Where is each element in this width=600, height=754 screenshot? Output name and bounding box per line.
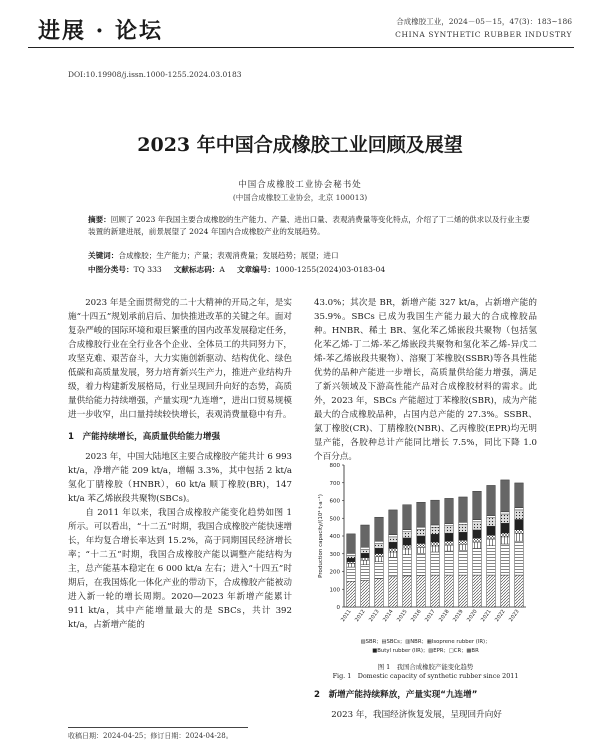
bar-segment-iir-2022 bbox=[501, 523, 510, 533]
bar-segment-iir-2021 bbox=[487, 526, 496, 535]
journal-english-name: CHINA SYNTHETIC RUBBER INDUSTRY bbox=[395, 30, 572, 39]
classification-line bbox=[88, 264, 532, 276]
bar-segment-sbr-2019 bbox=[459, 575, 468, 607]
bar-segment-br-2011 bbox=[347, 534, 356, 554]
bar-segment-cr-2016 bbox=[417, 527, 426, 529]
bar-segment-iir-2015 bbox=[403, 538, 412, 545]
bar-segment-sbcs-2023 bbox=[515, 541, 524, 575]
bar-segment-sbr-2023 bbox=[515, 575, 524, 607]
bar-segment-ir-2014 bbox=[389, 548, 398, 552]
section-mark: 进展 · 论坛 bbox=[38, 18, 163, 44]
bar-segment-ir-2018 bbox=[445, 541, 454, 545]
bar-segment-epr-2022 bbox=[501, 514, 510, 523]
bar-segment-epr-2013 bbox=[375, 543, 384, 548]
bar-segment-epr-2011 bbox=[347, 556, 356, 559]
bar-segment-ir-2013 bbox=[375, 554, 384, 557]
bar-segment-sbcs-2015 bbox=[403, 555, 412, 576]
x-tick-label: 2020 bbox=[466, 608, 479, 623]
bar-segment-epr-2012 bbox=[361, 549, 370, 553]
bar-segment-ir-2016 bbox=[417, 543, 426, 547]
bar-segment-sbcs-2013 bbox=[375, 562, 384, 579]
figure-caption-en: Fig. 1 Domestic capacity of synthetic rubber since 2011 bbox=[332, 672, 519, 680]
bar-segment-sbr-2013 bbox=[375, 579, 384, 607]
bar-segment-br-2012 bbox=[361, 525, 370, 547]
bar-segment-iir-2012 bbox=[361, 553, 370, 557]
bar-segment-sbcs-2011 bbox=[347, 567, 356, 581]
bar-segment-iir-2016 bbox=[417, 536, 426, 543]
x-tick-label: 2017 bbox=[424, 608, 437, 623]
x-tick-label: 2022 bbox=[494, 608, 507, 623]
bar-segment-nbr-2017 bbox=[431, 546, 440, 552]
bar-segment-iir-2023 bbox=[515, 519, 524, 529]
article-no-label: 文章编号： bbox=[236, 265, 275, 274]
bar-segment-br-2020 bbox=[473, 491, 482, 519]
bar-segment-ir-2023 bbox=[515, 530, 524, 534]
section2-heading: 2 新增产能持续释放，产量实现“九连增” bbox=[314, 690, 478, 700]
bar-segment-cr-2015 bbox=[403, 530, 412, 532]
journal-citation: 合成橡胶工业，2024－05－15，47(3)：183~186 bbox=[396, 17, 572, 26]
bar-segment-nbr-2014 bbox=[389, 552, 398, 557]
bar-segment-epr-2023 bbox=[515, 510, 524, 520]
y-tick-label: 600 bbox=[329, 498, 340, 505]
abstract-text: 回顾了 2023 年我国主要合成橡胶的生产能力、产量、进出口量、表观消费量等变化特点，介绍了丁二烯的供求以及行业主要装置的新建进展，前景展望了 2024 年国内合成橡胶产业的发展趋势。 bbox=[88, 215, 530, 236]
x-tick-label: 2014 bbox=[382, 608, 395, 623]
footnote: 收稿日期：2024-04-25；修订日期：2024-04-28。 bbox=[68, 732, 233, 740]
bar-segment-sbr-2021 bbox=[487, 575, 496, 607]
bar-segment-sbcs-2021 bbox=[487, 546, 496, 575]
bar-segment-epr-2021 bbox=[487, 518, 496, 527]
bar-segment-cr-2013 bbox=[375, 541, 384, 543]
bar-segment-ir-2015 bbox=[403, 545, 412, 549]
bar-segment-nbr-2021 bbox=[487, 539, 496, 546]
x-tick-label: 2023 bbox=[508, 608, 521, 623]
bar-segment-iir-2018 bbox=[445, 533, 454, 541]
bar-segment-cr-2014 bbox=[389, 535, 398, 537]
bar-segment-sbcs-2016 bbox=[417, 553, 426, 575]
clc-value: TQ 333 bbox=[133, 265, 162, 274]
bar-segment-sbr-2012 bbox=[361, 580, 370, 607]
bar-segment-iir-2019 bbox=[459, 532, 468, 540]
bar-segment-sbr-2017 bbox=[431, 575, 440, 607]
article-no-value: 1000-1255(2024)03-0183-04 bbox=[274, 265, 386, 274]
bar-segment-epr-2018 bbox=[445, 526, 454, 533]
bar-segment-br-2013 bbox=[375, 517, 384, 541]
y-tick-label: 200 bbox=[329, 569, 340, 576]
bar-segment-nbr-2016 bbox=[417, 547, 426, 553]
journal-info bbox=[395, 15, 572, 41]
y-tick-label: 800 bbox=[329, 463, 340, 469]
right-column bbox=[314, 296, 537, 464]
bar-segment-ir-2017 bbox=[431, 542, 440, 546]
bar-segment-cr-2020 bbox=[473, 520, 482, 522]
bar-segment-ir-2011 bbox=[347, 562, 356, 564]
bar-segment-nbr-2015 bbox=[403, 549, 412, 555]
bar-segment-sbr-2022 bbox=[501, 575, 510, 607]
bar-segment-epr-2019 bbox=[459, 524, 468, 532]
left-column bbox=[68, 296, 292, 632]
bar-segment-sbr-2014 bbox=[389, 577, 398, 607]
clc-label: 中图分类号： bbox=[88, 265, 134, 274]
abstract bbox=[88, 214, 532, 238]
bar-segment-br-2014 bbox=[389, 510, 398, 535]
intro-paragraph: 2023 年是全面贯彻党的二十大精神的开局之年，是实施“十四五”规划承前启后、加快推进改革的关键之年。面对复杂严峻的国际环境和艰巨繁重的国内改革发展稳定任务，合成橡胶行业在全行业各个企业、全体员工的共同努力下，攻坚克难、艰苦奋斗，大力实施创新驱动、结构优化、绿色低碳和高质量发展，努力培育新兴生产力，推进产业结构升级，着力构建新发展格局，行业呈现回升向好的态势，高质量供给能力持续增强，产量实现“九连增”，进出口贸易规模进一步收窄，出口量持续较快增长，表观消费量稳中有升。 bbox=[68, 298, 292, 420]
bar-segment-epr-2016 bbox=[417, 529, 426, 536]
y-axis-label: Production capacity/(10⁴ t·a⁻¹) bbox=[318, 494, 324, 578]
bar-segment-iir-2011 bbox=[347, 558, 356, 562]
bar-segment-nbr-2020 bbox=[473, 542, 482, 548]
author: 中国合成橡胶工业协会秘书处 bbox=[238, 180, 362, 190]
bar-segment-sbr-2020 bbox=[473, 575, 482, 607]
affiliation: (中国合成橡胶工业协会，北京 100013) bbox=[232, 193, 368, 202]
section2 bbox=[314, 688, 537, 722]
bar-segment-sbcs-2019 bbox=[459, 550, 468, 575]
x-tick-label: 2016 bbox=[410, 608, 423, 623]
bar-segment-epr-2014 bbox=[389, 537, 398, 542]
bar-segment-sbr-2015 bbox=[403, 576, 412, 607]
bar-segment-nbr-2018 bbox=[445, 545, 454, 551]
doi: DOI:10.19908/j.issn.1000-1255.2024.03.0183 bbox=[68, 70, 242, 79]
bar-segment-sbr-2018 bbox=[445, 575, 454, 607]
bar-segment-cr-2023 bbox=[515, 508, 524, 510]
bar-segment-cr-2012 bbox=[361, 547, 370, 549]
x-tick-label: 2018 bbox=[438, 608, 451, 623]
bar-segment-br-2022 bbox=[501, 480, 510, 512]
section1-paragraph-2: 自 2011 年以来，我国合成橡胶产能变化趋势如图 1 所示。可以看出，“十二五”时期，我国合成橡胶产能快速增长，年均复合增长率达到 15.2%，高于同期国民经济增长率；“十二五”时期，我国合成橡胶产能以调整产能结构为主，总产能基本稳定在 6 000 kt/a 左右；进入“十四五”时期后，在我国炼化一体化产业的带动下，合成橡胶产能被动进入新一轮的增长周期。2020—2023 年新增产能累计 911 kt/a，其中产能增量最大的是 SBCs，共计 392 kt/a，占新增产能的 bbox=[68, 508, 292, 630]
legend-row-2: ■Butyl rubber (IIR)；▧EPR；□CR；▩BR bbox=[372, 648, 479, 654]
bar-segment-nbr-2022 bbox=[501, 537, 510, 544]
y-tick-label: 100 bbox=[329, 587, 340, 594]
y-tick-label: 400 bbox=[329, 534, 340, 540]
x-tick-label: 2013 bbox=[368, 608, 381, 623]
bar-segment-cr-2019 bbox=[459, 522, 468, 524]
bar-segment-cr-2017 bbox=[431, 525, 440, 527]
x-tick-label: 2012 bbox=[354, 608, 367, 623]
bar-segment-br-2018 bbox=[445, 498, 454, 523]
bar-segment-nbr-2019 bbox=[459, 544, 468, 550]
bar-segment-br-2015 bbox=[403, 505, 412, 530]
abstract-label: 摘要： bbox=[88, 215, 111, 224]
bar-segment-sbcs-2020 bbox=[473, 548, 482, 575]
bar-segment-br-2019 bbox=[459, 497, 468, 522]
bar-segment-cr-2011 bbox=[347, 553, 356, 555]
y-tick-label: 500 bbox=[329, 516, 340, 523]
y-tick-label: 0 bbox=[336, 605, 340, 611]
bar-segment-sbcs-2022 bbox=[501, 544, 510, 575]
bar-segment-nbr-2013 bbox=[375, 557, 384, 562]
bar-segment-ir-2021 bbox=[487, 535, 496, 539]
bar-segment-nbr-2012 bbox=[361, 560, 370, 564]
bar-segment-sbr-2011 bbox=[347, 581, 356, 607]
keywords-text: 合成橡胶；生产能力；产量；表观消费量；发展趋势；展望；进口 bbox=[118, 251, 339, 260]
bar-segment-sbcs-2012 bbox=[361, 565, 370, 581]
header-rule bbox=[28, 47, 574, 48]
bar-segment-epr-2017 bbox=[431, 527, 440, 534]
x-tick-label: 2021 bbox=[480, 608, 493, 623]
bar-segment-sbcs-2017 bbox=[431, 552, 440, 575]
bar-segment-sbcs-2014 bbox=[389, 557, 398, 577]
bar-segment-cr-2022 bbox=[501, 512, 510, 514]
bar-segment-ir-2022 bbox=[501, 533, 510, 537]
bar-segment-br-2016 bbox=[417, 502, 426, 527]
keywords bbox=[88, 250, 532, 262]
bar-segment-iir-2014 bbox=[389, 542, 398, 548]
bar-segment-ir-2012 bbox=[361, 558, 370, 561]
bar-segment-sbr-2016 bbox=[417, 575, 426, 607]
legend-row-1: ▨SBR；▤SBCs；▥NBR；▦Isoprene rubber (IR)； bbox=[360, 639, 491, 645]
bar-segment-br-2021 bbox=[487, 485, 496, 515]
bar-segment-cr-2021 bbox=[487, 516, 496, 518]
keywords-label: 关键词： bbox=[88, 251, 119, 260]
bar-segment-cr-2018 bbox=[445, 524, 454, 526]
section1-paragraph-1: 2023 年，中国大陆地区主要合成橡胶产能共计 6 993 kt/a，净增产能 209 kt/a，增幅 3.3%，其中包括 2 kt/a 氢化丁腈橡胶（HNBR），60 kt/a 顺丁橡胶(BR)，147 kt/a 苯乙烯嵌段共聚物(SBCs)。 bbox=[68, 452, 292, 504]
x-tick-label: 2015 bbox=[396, 608, 409, 623]
article-title: 2023 年中国合成橡胶工业回顾及展望 bbox=[137, 134, 463, 156]
bar-segment-nbr-2023 bbox=[515, 534, 524, 541]
doc-code-label: 文献标志码： bbox=[173, 265, 220, 274]
bar-segment-iir-2017 bbox=[431, 534, 440, 542]
bar-segment-ir-2020 bbox=[473, 538, 482, 542]
y-tick-label: 700 bbox=[329, 480, 340, 487]
bar-segment-nbr-2011 bbox=[347, 564, 356, 568]
capacity-chart bbox=[314, 457, 537, 679]
continuation-paragraph: 43.0%；其次是 BR，新增产能 327 kt/a，占新增产能的 35.9%。SBCs 已成为我国生产能力最大的合成橡胶品种。HNBR、稀土 BR、氢化苯乙烯嵌段共聚物（包括氢化苯乙烯-丁二烯-苯乙烯嵌段共聚物和氢化苯乙烯-异戊二烯-苯乙烯嵌段共聚物）、溶聚丁苯橡胶(SSBR)等各具性能优势的品种产能进一步增长，高质量供给能力增强，满足了新兴领域及下游高性能产品对合成橡胶材料的需求。此外，2023 年，SBCs 产能超过丁苯橡胶(SBR)，成为产能最大的合成橡胶品种，占国内总产能的 27.3%。SSBR、氯丁橡胶(CR)、丁腈橡胶(NBR)、乙丙橡胶(EPR)均无明显产能，各胶种总计产能同比增长 7.5%，同比下降 1.0 个百分点。 bbox=[314, 298, 537, 462]
y-tick-label: 300 bbox=[329, 551, 340, 558]
bar-segment-epr-2020 bbox=[473, 522, 482, 530]
bar-segment-ir-2019 bbox=[459, 540, 468, 544]
doc-code-value: A bbox=[219, 265, 225, 274]
footnote-rule bbox=[68, 727, 248, 728]
bar-segment-br-2017 bbox=[431, 500, 440, 525]
section1-heading: 1 产能持续增长，高质量供给能力增强 bbox=[68, 432, 221, 442]
figure-caption-zh: 图 1 我国合成橡胶产能变化趋势 bbox=[377, 663, 474, 671]
bar-segment-br-2023 bbox=[515, 483, 524, 508]
x-tick-label: 2019 bbox=[452, 608, 465, 623]
bar-segment-iir-2020 bbox=[473, 530, 482, 538]
x-tick-label: 2011 bbox=[340, 608, 353, 623]
section2-paragraph-1: 2023 年，我国经济恢复发展，呈现回升向好 bbox=[331, 710, 502, 720]
bar-segment-iir-2013 bbox=[375, 548, 384, 553]
bar-segment-epr-2015 bbox=[403, 532, 412, 538]
bar-segment-sbcs-2018 bbox=[445, 551, 454, 575]
